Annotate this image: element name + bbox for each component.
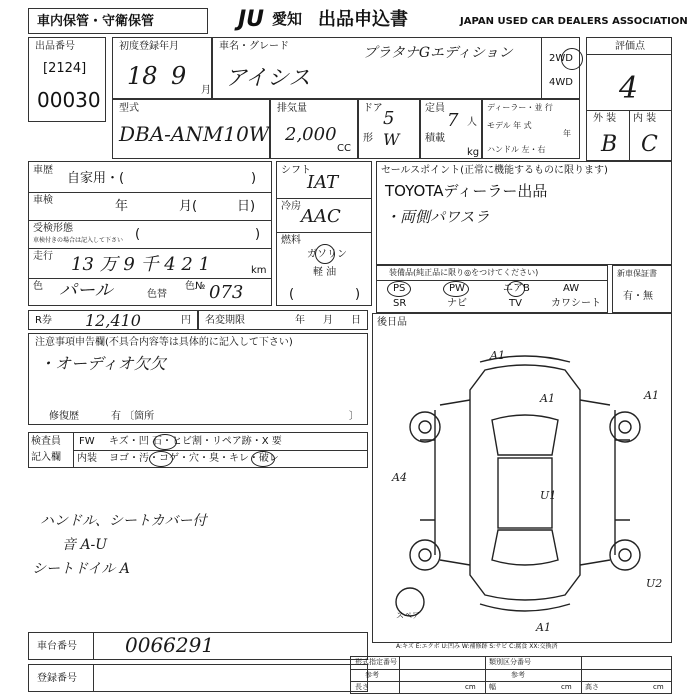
drive-4wd: 4WD [549,77,573,88]
inspector-interior: 内装 [77,453,97,464]
mark-a4-left: A4 [392,471,407,484]
recv-open: ( [135,227,141,242]
equip-pw-circle [443,281,469,297]
weight-label: 積載 [425,133,445,144]
mileage-value: 13 万 9 千 4 2 1 [71,254,211,275]
equip-navi: ナビ [447,298,467,309]
drive-2wd: 2WD [549,53,573,64]
notes-label: 注意事項申告欄(不具合内容等は具体的に記入して下さい) [35,337,293,348]
repair-label: 修復歴 [49,411,79,422]
inspector-rule [73,450,367,451]
car-grade: プラタナGエディション [363,45,513,61]
modelyear-unit: 年 [563,129,571,138]
shaken-label: 車検 [33,195,53,206]
car-name: アイシス [225,66,311,91]
registration-month: 9 [171,62,187,90]
damage-legend: A:キズ E:エクボ U:凹み W:補修跡 S:サビ C:腐食 XX:交換済 [396,643,558,650]
height-unit: cm [653,683,664,691]
fuel-open: ( [289,287,295,302]
color-number-value: 073 [209,282,244,303]
chassis-value: 0066291 [125,633,215,657]
equip-sr: SR [393,298,407,309]
inspector-row-1: キズ・凹 石・ヒビ割・リペア跡・X 要 [109,436,282,447]
history-rule-1 [29,192,271,193]
registration-label: 初度登録年月 [119,41,179,52]
length-unit: cm [465,683,476,691]
registration-box [112,37,212,99]
deadline-month: 月 [323,315,333,326]
deadline-label: 名変期限 [205,315,245,326]
ac-label: 冷房 [281,201,301,212]
equip-airbag-circle [507,281,525,297]
comment-line-3: シートドイル A [32,561,130,577]
car-diagram [380,340,670,635]
shaken-year: 年 [115,199,129,214]
mark-a1-hood: A1 [540,392,555,405]
height-label: 高さ [585,683,599,691]
registration-month-unit: 月 [201,85,211,96]
fuel-diesel: 軽 油 [313,267,337,278]
fuel-gasoline: ガソリン [307,249,347,260]
width-label: 幅 [489,683,496,691]
mark-a1-bottom: A1 [536,621,551,634]
capacity-label: 定員 [425,103,445,114]
class-spec-label: 類別区分番号 [489,658,531,666]
mark-a1-right: A1 [644,389,659,402]
equip-tv: TV [509,298,522,309]
repair-value: 有 〔箇所 [111,411,155,422]
history-value: 自家用・( [67,171,125,186]
displacement-value: 2,000 [285,124,337,145]
handle-label: ハンドル 左・右 [487,145,546,154]
certificate-value: 有・無 [623,291,653,302]
registration-year: 18 [127,62,158,90]
evaluation-score: 4 [619,71,639,106]
chassis-divider [93,633,94,659]
doors-label: ドア [363,103,383,114]
lot-label: 出品番号 [35,41,75,52]
color-value: パール [59,280,113,301]
model-spec-label: 形式指定番号 [355,658,397,666]
modelyear-label: モデル 年 式 [487,121,532,130]
shaken-month: 月( [179,199,198,214]
fuel-circle-mark [315,244,335,264]
shaken-day: 日) [237,199,256,214]
capacity-box [420,99,482,159]
inspector-label: 検査員 [31,436,61,447]
shape-value: W [383,130,400,149]
history-rule-4 [29,278,271,279]
ref-label-1: 参考 [365,671,379,679]
recycle-value: 12,410 [85,311,141,330]
exterior-label: 外 装 [593,113,617,124]
drive-divider [541,38,542,100]
length-label: 長さ [355,683,369,691]
recv-label: 受検形態 [33,223,73,234]
model-box [112,99,270,159]
org-name: 愛知 [272,10,303,28]
capacity-unit: 人 [467,117,477,128]
spec-divider-2 [485,657,486,693]
fuel-label: 燃料 [281,235,301,246]
comment-line-1: ハンドル、シートカバー付 [40,513,207,529]
shift-label: シフト [281,165,311,176]
sales-line-1: TOYOTAディーラー出品 [385,182,548,200]
displacement-box [270,99,358,159]
equipment-label: 装備品(純正品に限り◎をつけてください) [389,268,539,277]
color-adjust-label: 色替 [147,289,167,300]
width-unit: cm [561,683,572,691]
recv-close: ) [255,227,261,242]
storage-label: 車内保管・守衛保管 [37,14,155,29]
inspector-fw: FW [79,436,95,447]
lot-bracket: [2124] [43,61,87,76]
inspector-label-2: 記入欄 [31,452,61,463]
evaluation-label: 評価点 [615,41,645,52]
equip-airbag: エアB [503,283,530,294]
exterior-grade: B [601,132,618,157]
registration-number-box [28,664,368,692]
inspector-mark-3 [251,451,275,467]
recv-sub: 車検付きの場合は記入して下さい [33,237,124,244]
spec-divider-1 [399,657,400,693]
mech-box [276,161,372,306]
ac-value: AAC [301,206,341,227]
post-label: 後日品 [377,317,407,328]
interior-label: 内 装 [633,113,657,124]
history-rule-2 [29,220,271,221]
spec-grid [350,656,672,694]
doors-box [358,99,420,159]
doors-value: 5 [383,108,395,129]
mark-u2-rear: U2 [646,577,663,590]
mileage-label: 走行 [33,251,53,262]
sales-label: セールスポイント(正常に機能するものに限ります) [381,165,608,176]
shift-value: IAT [307,172,339,193]
ju-logo: JU [238,7,265,32]
spec-divider-3 [581,657,582,693]
color-number-label: 色№ [185,281,206,292]
history-rule-3 [29,248,271,249]
mech-rule-1 [277,198,371,199]
displacement-label: 排気量 [277,103,307,114]
shape-label: 形 [363,133,373,144]
deadline-box [198,310,368,330]
capacity-value: 7 [447,110,459,131]
model-value: DBA-ANM10W [119,122,270,146]
equip-aw: AW [563,283,580,294]
eval-rule [587,54,671,55]
recycle-unit: 円 [181,315,191,326]
equip-ps: PS [393,283,406,294]
dealer-box [482,99,580,159]
storage-box [28,8,208,34]
history-close: ) [251,171,257,186]
lot-number: 00030 [37,88,101,112]
recycle-label: R券 [35,315,52,326]
equip-pw: PW [449,283,465,294]
mark-u1-roof: U1 [540,489,557,502]
inspector-mark-1 [153,434,177,450]
car-name-box [212,37,580,99]
assoc-name: JAPAN USED CAR DEALERS ASSOCIATION [460,16,688,27]
sales-line-2: ・両側パワスラ [385,208,490,226]
deadline-year: 年 [295,315,305,326]
chassis-label: 車台番号 [37,641,77,652]
dealer-label: ディーラー・並 行 [487,103,553,112]
certificate-label: 新車保証書 [617,269,657,278]
car-name-label: 車名・グレード [219,41,289,52]
chassis-box [28,632,368,660]
drive-circle-mark [561,48,583,70]
equip-ps-circle [387,281,411,297]
repair-close: 〕 [349,411,359,422]
lot-box [28,37,106,122]
color-label: 色 [33,281,43,292]
sales-box [376,161,672,265]
equipment-rule [377,280,607,281]
notes-box [28,333,368,425]
certificate-box [612,265,672,313]
deadline-day: 日 [351,315,361,326]
inspector-box [28,432,368,468]
evaluation-box [586,37,672,161]
displacement-unit: CC [337,143,351,154]
history-box [28,161,272,306]
mark-a1-top: A1 [490,349,505,362]
eval-divider [629,110,630,162]
comment-line-2: 音 A-U [62,537,108,553]
form-title: 出品申込書 [318,9,408,30]
recycle-box [28,310,198,330]
ref-label-2: 参考 [511,671,525,679]
inspector-row-2: ヨゴ・汚・コゲ・穴・臭・キレ・破レ [109,453,279,464]
history-label: 車歴 [33,165,53,176]
model-label: 型式 [119,103,139,114]
mech-rule-2 [277,232,371,233]
registration-number-label: 登録番号 [37,673,77,684]
spare-label: スペア [396,611,420,620]
equipment-box [376,265,608,313]
mileage-unit: km [251,265,267,276]
reg-divider [93,665,94,691]
interior-grade: C [641,132,658,157]
inspector-mark-2 [149,451,173,467]
equip-leather: カワシート [551,298,601,309]
weight-unit: kg [467,147,480,158]
notes-value: ・オーディオ欠欠 [39,354,166,373]
fuel-close: ) [355,287,361,302]
